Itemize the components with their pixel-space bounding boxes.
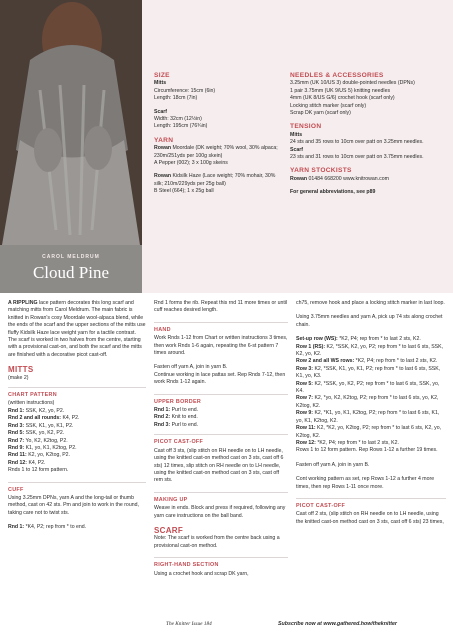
specs-column-left <box>154 72 284 196</box>
row-text: SSK, yo, K2, P2. <box>24 430 65 437</box>
border-row <box>154 414 288 421</box>
pattern-row <box>296 425 446 440</box>
row-text: K1, yo, K1, K2tog, P2. <box>24 444 77 451</box>
chart-row <box>8 423 146 430</box>
divider <box>296 498 446 499</box>
row-text: K2, *K1, yo, K1, K2tog, P2; rep from * to last 6 sts, K1, yo, K1, K2tog, K2. <box>296 410 440 424</box>
chart-row <box>8 452 146 459</box>
title-band <box>0 245 142 293</box>
cuff-heading: CUFF <box>8 486 24 493</box>
scarf-photo-illustration <box>0 0 142 245</box>
row-label: Rnd 1: <box>8 407 25 414</box>
pattern-photo <box>0 0 142 245</box>
size-scarf-line: Width: 32cm (12½in) <box>154 116 202 123</box>
row-text: K2, *SSK, K2, yo, P2; rep from * to last 6 sts, SSK, K2, yo, K2. <box>296 343 444 358</box>
yarn-heading: YARN <box>154 136 174 144</box>
row-label: Row 12: <box>296 439 316 446</box>
border-row <box>154 407 288 414</box>
row-label: Rnd 1: <box>154 407 171 414</box>
row-label: Set-up row (WS): <box>296 336 338 343</box>
pattern-row <box>296 381 446 396</box>
row-label: Rnd 3: <box>154 421 171 428</box>
rows-note: Rows 1 to 12 form pattern. Rep Rows 1-12 a further 19 times. <box>296 447 438 454</box>
divider <box>154 557 288 558</box>
size-mitts-label: Mitts <box>154 80 167 87</box>
cuff-round <box>8 524 146 531</box>
stockist-contact: 01484 668200 www.knitrowan.com <box>307 175 389 182</box>
row-text: K2, *yo, K2, K2tog, P2; rep from * to last 6 sts, yo, K2, K2tog, K2. <box>296 395 439 409</box>
right-hand-heading: RIGHT-HAND SECTION <box>154 562 219 569</box>
magazine-name: The Knitter <box>166 621 191 627</box>
divider <box>154 322 288 323</box>
row-label: Row 7: <box>296 395 314 402</box>
stockist-line <box>290 176 445 183</box>
chart-row <box>8 445 146 452</box>
row-label: Rnd 2: <box>154 414 171 421</box>
magazine-issue <box>166 621 212 627</box>
row-text: *K2, P4; rep from * to last 2 sts, K2. <box>315 439 399 446</box>
crochet-chain-text: ch75, remove hook and place a locking stitch marker in last loop. <box>296 300 445 306</box>
row-label: Row 3: <box>296 365 314 372</box>
stockists-heading: YARN STOCKISTS <box>290 167 352 175</box>
tension-mitts: 24 sts and 35 rows to 10cm over patt on 3.25mm needles. <box>290 139 424 146</box>
row-text: SSK, K2, yo, P2. <box>24 407 65 414</box>
row-label: Rnd 5: <box>8 430 25 437</box>
hand-text: Work Rnds 1-12 from Chart or written instructions 3 times, then work Rnds 1-6 again, repeating the 6-st pattern 7 times around. <box>154 335 288 357</box>
rows-note: Rnds 1 to 12 form pattern. <box>8 467 69 474</box>
row-text: K2, yo, K2tog, P2. <box>26 452 71 459</box>
body-column-1 <box>8 300 146 539</box>
row-label: Rnd 9: <box>8 444 25 451</box>
size-heading: SIZE <box>154 72 170 79</box>
mitts-subheading: (make 2) <box>8 374 29 381</box>
row-text: *K2, P4; rep from * to last 2 sts, K2. <box>354 358 438 365</box>
needles-heading: NEEDLES & ACCESSORIES <box>290 72 384 79</box>
needle-item: Scrap DK yarn (scarf only) <box>290 110 351 117</box>
yarn-2-brand: Rowan <box>154 173 172 180</box>
making-up-heading: MAKING UP <box>154 496 188 503</box>
pattern-row <box>296 366 446 381</box>
cuff-text: Using 3.25mm DPNs, yarn A and the long-tail or thumb method, cast on 42 sts. Pm and join to work in the round, taking care not to twist sts. <box>8 494 139 516</box>
body-column-2 <box>154 300 288 578</box>
divider <box>154 434 288 435</box>
mitts-heading: MITTS <box>8 365 34 375</box>
abbreviations-note: For general abbreviations, see p89 <box>290 189 376 196</box>
yarn-change-text: Fasten off yarn A, join in yarn B. <box>296 461 370 468</box>
picot-text: Cast off 3 sts, (slip stitch on RH needle on to LH needle, using the knitted cast-on method cast on 3 sts, cast off 6 sts) 12 times, slip stitch on RH needle on to LH needle, using the knitted cast-on method cast on 3 sts, cast off rem sts. <box>154 447 284 484</box>
size-mitts-line: Length: 18cm (7in) <box>154 95 198 102</box>
chart-row <box>8 430 146 437</box>
row-label: Rnd 7: <box>8 437 25 444</box>
row-text: *K4, P2; rep from * to end. <box>24 524 87 531</box>
row-text: *K2, P4; rep from * to last 2 sts, K2. <box>337 336 421 343</box>
tension-scarf: 23 sts and 31 rows to 10cm over patt on 3.75mm needles. <box>290 154 424 161</box>
stockist-brand: Rowan <box>290 175 308 182</box>
yarn-2-desc: Kidsilk Haze (Lace weight; 70% mohair, 30% silk; 210m/229yds per 25g ball) <box>154 173 276 187</box>
row-text: K4, P2. <box>27 459 46 466</box>
row-text: Purl to end. <box>170 407 199 414</box>
row-label: Rnd 1: <box>8 524 25 531</box>
intro-paragraph <box>8 300 146 359</box>
row-text: K2, *SSK, yo, K2, P2; rep from * to last 6 sts, SSK, yo, K4. <box>296 380 440 395</box>
divider <box>154 492 288 493</box>
intro-lead: A RIPPLING <box>8 300 38 306</box>
chart-heading: CHART PATTERN <box>8 392 57 399</box>
row-text: SSK, K1, yo, K1, P2. <box>24 422 74 429</box>
hand-heading: HAND <box>154 326 171 333</box>
scarf-note: Note: The scarf is worked from the centre back using a provisional cast-on method. <box>154 535 280 549</box>
row-label: Row 9: <box>296 410 314 417</box>
issue-number: Issue 184 <box>190 621 212 627</box>
border-row <box>154 422 288 429</box>
size-scarf-label: Scarf <box>154 108 167 115</box>
row-label: Row 2 and all WS rows: <box>296 358 355 365</box>
chart-row <box>8 408 146 415</box>
row-label: Row 1 (RS): <box>296 343 326 350</box>
pattern-row <box>296 344 446 359</box>
row-text: K4, P2. <box>61 415 80 422</box>
needle-item: Locking stitch marker (scarf only) <box>290 102 367 109</box>
picot-heading: PICOT CAST-OFF <box>154 439 204 446</box>
intro-text: lace pattern decorates this long scarf and matching mitts from Carol Meldrum. The main fabric is knitted in Rowan's cosy Moordale wool-alpaca blend, while the ends of the scarf and the upper sections of the mitts use fluffy Kidsilk Haze lace weight yarn for a tactile contrast. The scarf is worked in two halves from the centre, starting with a provisional cast-on, and both the scarf and the mitts are finished with a decorative picot cast-off. <box>8 300 146 358</box>
yarn-1-shade: A Pepper (002); 3 x 100g skeins <box>154 160 228 167</box>
row-label: Rnd 11: <box>8 452 27 459</box>
pattern-row <box>296 358 446 365</box>
pattern-row <box>296 440 446 447</box>
chart-row <box>8 460 146 467</box>
yarn-1-brand: Rowan <box>154 145 172 152</box>
yarn-2 <box>154 173 284 188</box>
chart-row <box>8 438 146 445</box>
chart-row <box>8 415 146 422</box>
yarn-1-desc: Moordale (DK weight; 70% wool, 30% alpaca; 230m/251yds per 100g skein) <box>154 145 278 159</box>
body-column-3 <box>296 300 446 526</box>
divider <box>154 394 288 395</box>
pattern-row <box>296 410 446 425</box>
needle-item: 3.25mm (UK 10/US 3) double-pointed needles (DPNs) <box>290 80 415 87</box>
row-text: K2, *K2, yo, K2tog, P2; rep from * to last 6 sts, K2, yo, K2tog, K2. <box>296 425 442 439</box>
rib-note: Rnd 1 forms the rib. Repeat this rnd 11 more times or until cuff reaches desired length. <box>154 300 288 314</box>
specs-column-right <box>290 72 445 197</box>
pattern-title: Cloud Pine <box>32 263 110 282</box>
divider <box>8 387 146 388</box>
chart-subheading: (written instructions) <box>8 400 55 407</box>
right-hand-text: Using a crochet hook and scrap DK yarn, <box>154 570 249 577</box>
row-text: K2, *SSK, K1, yo, K1, P2; rep from * to last 6 sts, SSK, K1, yo, K3. <box>296 365 441 380</box>
row-label: Rnd 2 and all rounds: <box>8 415 62 422</box>
continue-text: Cont working pattern as set, rep Rows 1-12 a further 4 more times, then rep Rows 1-11 once more. <box>296 476 435 490</box>
size-scarf-line: Length: 195cm (76¾in) <box>154 123 208 130</box>
picot-text: Cast off 2 sts, (slip stitch on RH needle on to LH needle, using the knitted cast-on method cast on 3 sts, cast off 6 sts) 23 times, <box>296 511 444 525</box>
hand-text-3: Continue working in lace pattas set. Rep Rnds 7-12, then work Rnds 1-12 again. <box>154 371 286 386</box>
row-text: Yo, K2, K2tog, P2. <box>24 437 68 444</box>
row-label: Rnd 12: <box>8 459 28 466</box>
tension-scarf-label: Scarf <box>290 146 303 153</box>
tension-mitts-label: Mitts <box>290 131 303 138</box>
pattern-row <box>296 395 446 410</box>
picot-heading: PICOT CAST-OFF <box>296 502 346 509</box>
pattern-row <box>296 336 446 343</box>
making-up-text: Weave in ends. Block and press if required, following any yarn care instructions on the ball band. <box>154 505 286 519</box>
size-mitts-line: Circumference: 15cm (6in) <box>154 87 216 94</box>
row-text: Purl to end. <box>170 421 199 428</box>
hand-text-2: Fasten off yarn A, join in yarn B. <box>154 364 228 371</box>
row-text: Knit to end. <box>170 414 198 421</box>
row-label: Row 5: <box>296 380 314 387</box>
scarf-heading: SCARF <box>154 525 184 535</box>
yarn-2-shade: B Steel (664); 1 x 25g ball <box>154 188 214 195</box>
row-label: Rnd 3: <box>8 422 25 429</box>
designer-name: CAROL MELDRUM <box>42 254 100 260</box>
upper-border-heading: UPPER BORDER <box>154 398 202 405</box>
needle-item: 1 pair 3.75mm (UK 9/US 5) knitting needles <box>290 87 391 94</box>
row-label: Row 11: <box>296 425 316 432</box>
subscribe-link[interactable]: Subscribe now at www.gathered.how/theknitter <box>278 621 397 627</box>
divider <box>8 482 146 483</box>
pick-up-text: Using 3.75mm needles and yarn A, pick up 74 sts along crochet chain. <box>296 314 443 328</box>
tension-heading: TENSION <box>290 123 322 131</box>
yarn-1 <box>154 145 284 160</box>
needle-item: 4mm (UK 8/US G/6) crochet hook (scarf only) <box>290 95 395 102</box>
